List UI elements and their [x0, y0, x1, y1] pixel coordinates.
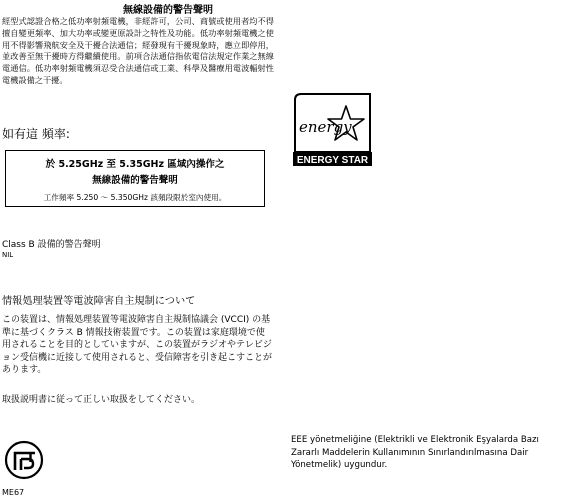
japan-vcci-title: 情報処理装置等電波障害自主規制について: [2, 296, 196, 307]
taiwan-warning-title: 無線設備的警告聲明: [123, 5, 213, 16]
classb-sub: NIL: [2, 251, 14, 259]
frequency-warning-box: [5, 150, 265, 207]
gost-r-logo: [4, 440, 44, 480]
turkey-eee-statement: EEE yönetmeliğine (Elektrikli ve Elektronik Eşyalarda Bazı Zararlı Maddelerin Kullanımının Sınırlandırılmasına Dair Yönetmelik) uygundur.: [291, 435, 539, 471]
frequency-heading: 如有這 頻率:: [2, 127, 70, 141]
japan-vcci-note: 取扱説明書に従って正しい取扱をしてください。: [2, 395, 201, 405]
classb-title: Class B 設備的警告聲明: [2, 240, 101, 250]
taiwan-warning-body: 經型式認證合格之低功率射頻電機，非經許可，公司、商號或使用者均不得擅自變更頻率、加大功率或變更原設計之特性及功能。低功率射頻電機之使用不得影響飛航安全及干擾合法通信；經發現有干擾現象時，應立即停用，並改善至無干擾時方得繼續使用。前項合法通信指依電信法規定作業之無線電通信。低功率射頻電機須忍受合法通信或工業、科學及醫療用電波輻射性電機設備之干擾。: [2, 16, 274, 85]
japan-vcci-body: この装置は、情報処理装置等電波障害自主規制協議会 (VCCI) の基準に基づくクラス B 情報技術装置です。この装置は家庭環境で使用されることを目的としていますが、この装置がラジオやテレビジョン受信機に近接して使用されると、受信障害を引き起こすことがあります。: [2, 315, 273, 376]
energy-star-script: energy: [299, 118, 352, 136]
gost-code: ME67: [2, 488, 25, 497]
energy-star-logo: [293, 92, 372, 166]
frequency-box-line2: 無線設備的警告聲明: [92, 175, 178, 186]
frequency-box-line3: 工作頻率 5.250 ～ 5.350GHz 該頻段限於室內使用。: [43, 193, 227, 202]
energy-star-label: ENERGY STAR: [296, 155, 369, 166]
frequency-box-line1: 於 5.25GHz 至 5.35GHz 區域內操作之: [45, 159, 225, 170]
